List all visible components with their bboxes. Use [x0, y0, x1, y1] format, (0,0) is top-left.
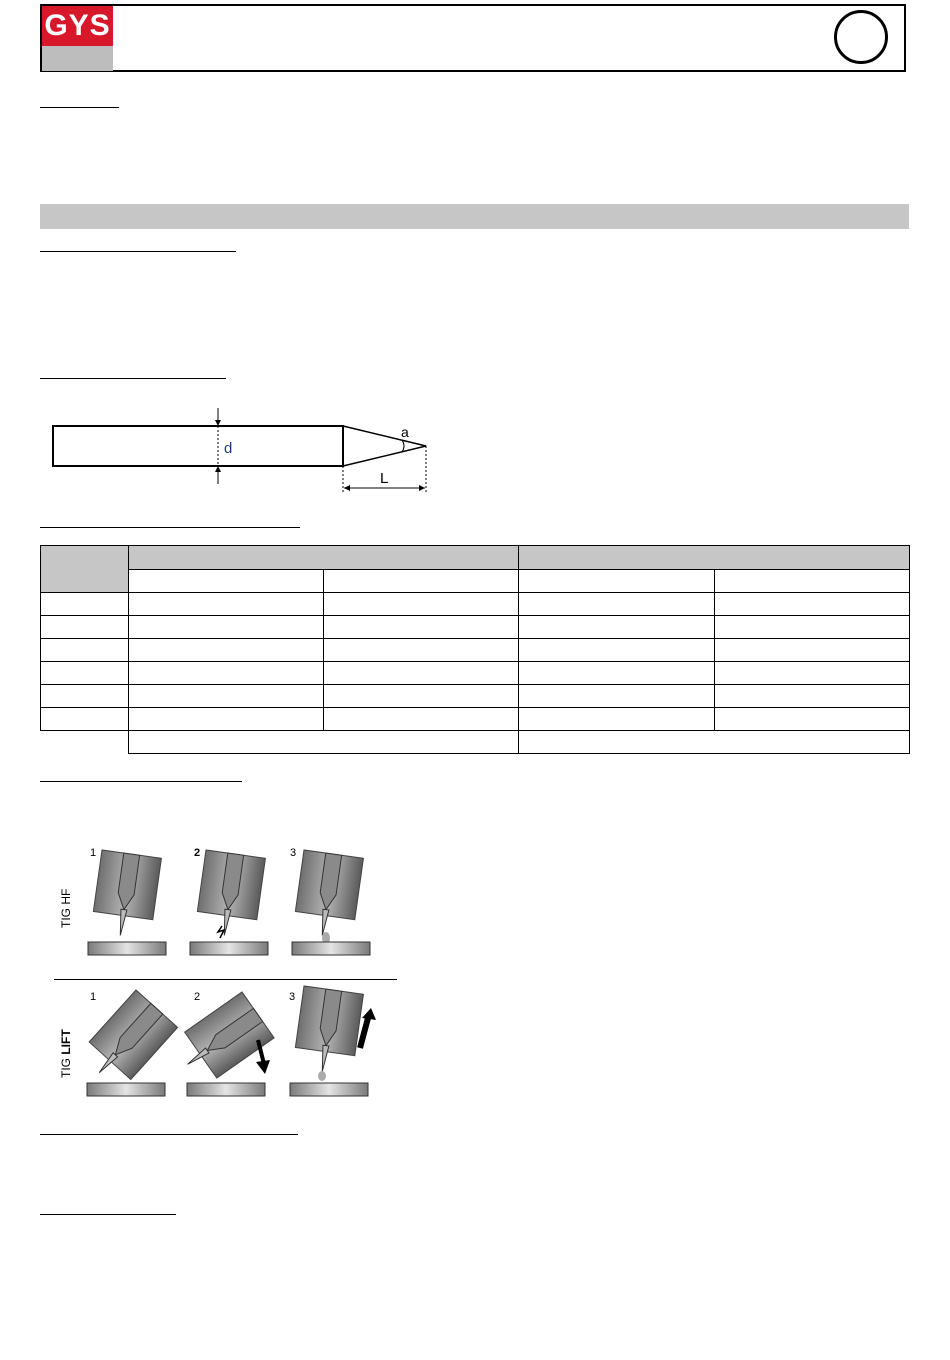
table-group-header-1: [129, 546, 519, 570]
page-header: [40, 4, 906, 72]
plate-1: [88, 942, 166, 955]
language-circle: [834, 10, 888, 64]
table-row: [41, 639, 910, 662]
figure-separator: [54, 979, 397, 980]
torch-lift-2: [172, 992, 275, 1087]
label-a: a: [401, 424, 409, 440]
table-row: [41, 708, 910, 731]
heading-underline-7: [40, 1214, 176, 1215]
plate-lift-3: [290, 1083, 368, 1096]
step-2-lift-label: 2: [194, 991, 201, 1003]
torch-1: [91, 850, 162, 940]
heading-underline-5: [40, 781, 242, 782]
label-L: L: [380, 470, 389, 487]
logo-grey-stripe: [42, 46, 113, 71]
label-d: d: [224, 440, 233, 457]
angle-arc: [402, 440, 404, 452]
section-bar: [40, 204, 909, 229]
torch-2: [195, 850, 266, 940]
heading-underline-1: [40, 107, 119, 108]
table-subheader-cell: [715, 570, 910, 593]
table-row: [41, 593, 910, 616]
step-3-lift-label: 3: [289, 991, 296, 1003]
step-2-label: 2: [194, 847, 201, 859]
torch-lift-3: [293, 986, 364, 1076]
torch-lift-1: [78, 990, 177, 1091]
step-3-label: 3: [290, 847, 297, 859]
plate-3: [292, 942, 370, 955]
spark-icon: [218, 926, 224, 938]
table-subheader-cell: [519, 570, 715, 593]
plate-lift-2: [187, 1083, 265, 1096]
table-corner-cell: [41, 546, 129, 593]
table-subheader-cell: [324, 570, 519, 593]
logo-text: GYS: [44, 9, 111, 42]
arc-glow-2: [318, 1071, 326, 1081]
step-1-label: 1: [90, 847, 97, 859]
heading-underline-3: [40, 378, 226, 379]
table-group-header-2: [519, 546, 910, 570]
table-row: [41, 685, 910, 708]
table-footer-row: [41, 731, 910, 754]
torch-3: [293, 850, 364, 940]
step-1-lift-label: 1: [90, 991, 97, 1003]
electrode-tip: [343, 426, 426, 466]
row-label-tig-hf: TIG HF: [59, 888, 73, 928]
row-label-tig-lift: TIG LIFT: [59, 1029, 73, 1078]
parameters-table: [40, 545, 910, 754]
heading-underline-4: [40, 527, 300, 528]
tig-ignition-figure: [50, 840, 410, 1105]
heading-underline-2: [40, 251, 236, 252]
plate-2: [190, 942, 268, 955]
table-subheader-cell: [129, 570, 324, 593]
heading-underline-6: [40, 1134, 298, 1135]
lift-arrow-icon: [360, 1018, 368, 1048]
electrode-body: [53, 426, 343, 466]
table-row: [41, 616, 910, 639]
plate-lift-1: [87, 1083, 165, 1096]
table-row: [41, 662, 910, 685]
electrode-diagram: [40, 400, 440, 500]
